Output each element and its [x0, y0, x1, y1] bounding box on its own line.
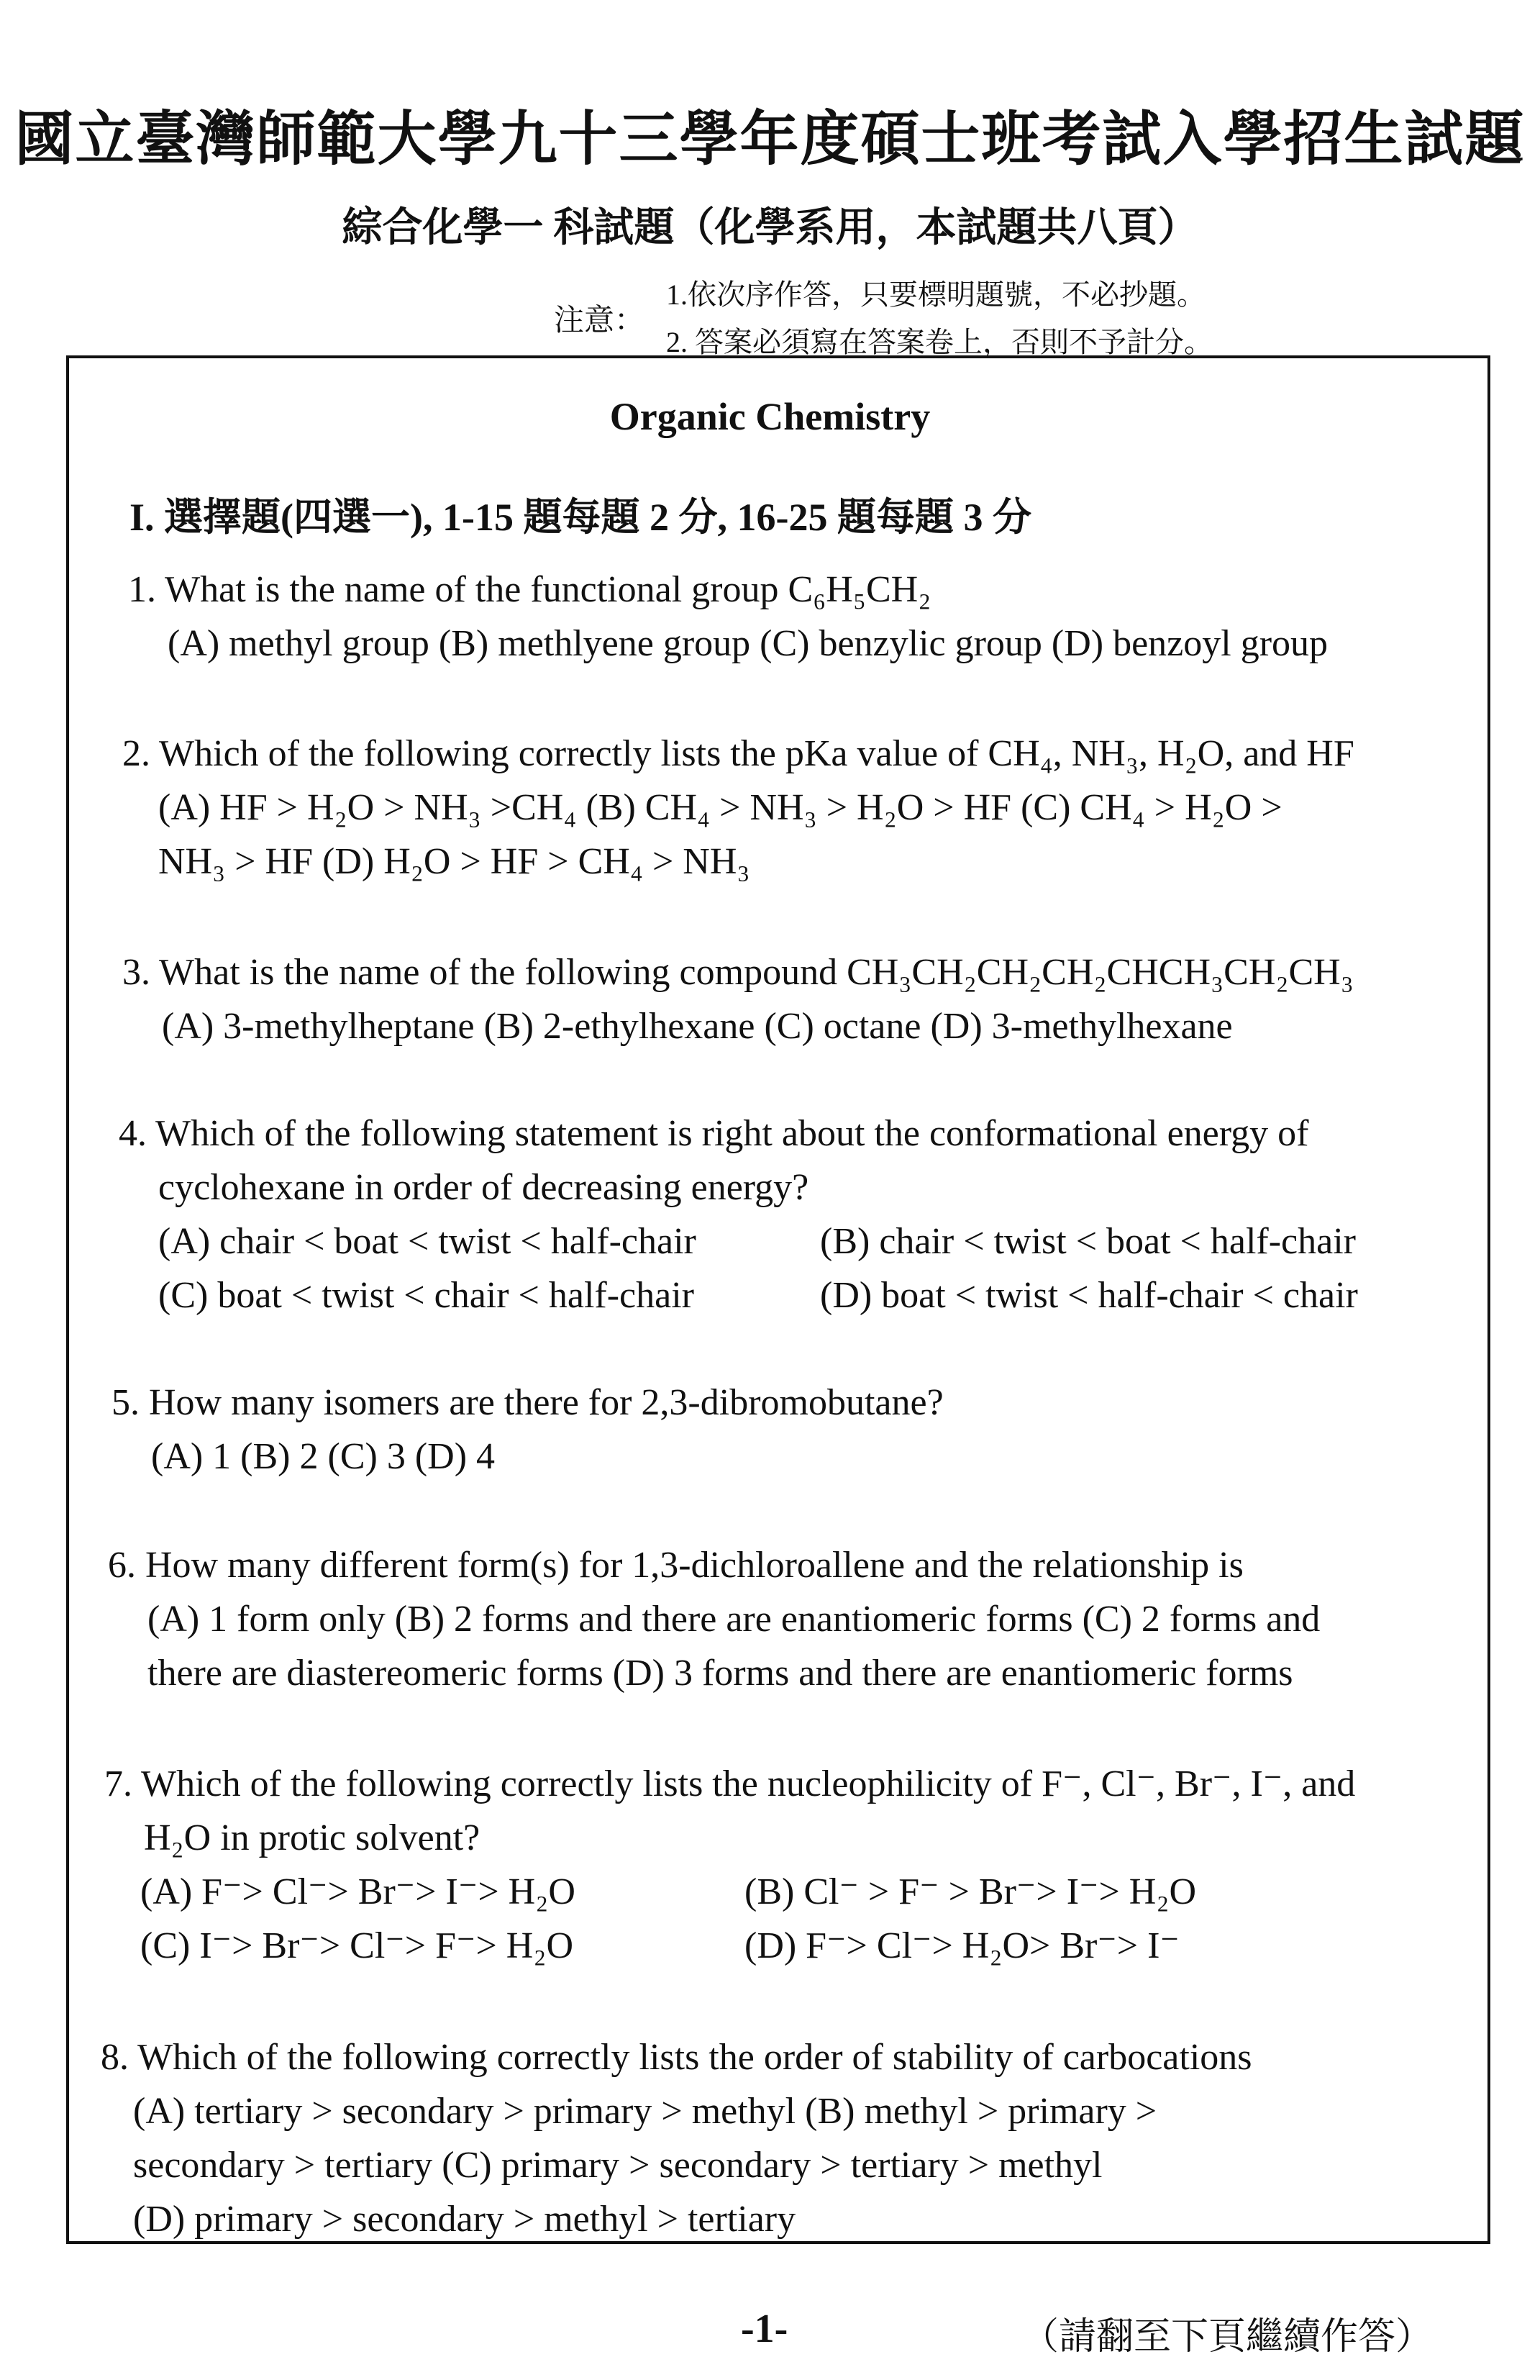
question-stem: 3. What is the name of the following compound CH₃CH₂CH₂CH₂CHCH₃CH₂CH₃	[122, 952, 1354, 993]
question-options: there are diastereomeric forms (D) 3 forms and there are enantiomeric forms	[147, 1653, 1293, 1694]
option-c: (C) boat < twist < chair < half-chair	[158, 1275, 694, 1316]
question-options: (A) 1 form only (B) 2 forms and there are enantiomeric forms (C) 2 forms and	[147, 1599, 1321, 1640]
question-options: NH₃ > HF (D) H₂O > HF > CH₄ > NH₃	[158, 841, 750, 882]
options-row-2	[104, 1919, 1355, 1973]
exam-subtitle: 綜合化學一 科試題（化學系用，本試題共八頁）	[342, 206, 1198, 250]
option-d: (D) boat < twist < half-chair < chair	[820, 1275, 1358, 1316]
question-3	[122, 945, 1354, 1053]
question-5	[111, 1376, 944, 1484]
option-d: (D) F⁻> Cl⁻> H₂O> Br⁻> I⁻	[744, 1925, 1180, 1966]
question-stem: 1. What is the name of the functional group C₆H₅CH₂	[128, 569, 931, 610]
part-heading: I. 選擇題(四選一), 1-15 題每題 2 分, 16-25 題每題 3 分	[129, 496, 1031, 539]
question-options: (A) methyl group (B) methlyene group (C) benzylic group (D) benzoyl group	[168, 623, 1329, 664]
option-c: (C) I⁻> Br⁻> Cl⁻> F⁻> H₂O	[140, 1925, 574, 1966]
question-stem: 8. Which of the following correctly lists the order of stability of carbocations	[101, 2037, 1252, 2078]
question-stem: 5. How many isomers are there for 2,3-dibromobutane?	[111, 1382, 944, 1423]
question-2	[122, 727, 1354, 889]
question-options: secondary > tertiary (C) primary > secondary > tertiary > methyl	[133, 2145, 1103, 2186]
continue-note: （請翻至下頁繼續作答）	[1021, 2317, 1434, 2358]
question-stem: 4. Which of the following statement is right about the conformational energy of	[119, 1113, 1309, 1154]
exam-title: 國立臺灣師範大學九十三學年度碩士班考試入學招生試題	[14, 106, 1526, 172]
question-options: (A) tertiary > secondary > primary > methyl (B) methyl > primary >	[133, 2091, 1157, 2132]
option-a: (A) F⁻> Cl⁻> Br⁻> I⁻> H₂O	[140, 1871, 575, 1912]
notice-line-1: 1.依次序作答，只要標明題號，不必抄題。	[666, 278, 1206, 311]
question-options: (A) 1 (B) 2 (C) 3 (D) 4	[151, 1436, 496, 1477]
question-stem-continued: cyclohexane in order of decreasing energy?	[158, 1167, 809, 1208]
question-1	[128, 563, 1328, 671]
question-stem-continued: H₂O in protic solvent?	[144, 1817, 480, 1858]
option-a: (A) chair < boat < twist < half-chair	[158, 1221, 696, 1262]
section-title: Organic Chemistry	[609, 395, 931, 438]
question-8	[101, 2030, 1252, 2246]
question-4	[119, 1107, 1358, 1322]
options-row-1	[104, 1865, 1355, 1919]
option-b: (B) chair < twist < boat < half-chair	[820, 1221, 1356, 1262]
question-options: (A) 3-methylheptane (B) 2-ethylhexane (C) octane (D) 3-methylhexane	[162, 1006, 1233, 1047]
question-options: (A) HF > H₂O > NH₃ >CH₄ (B) CH₄ > NH₃ > H₂O > HF (C) CH₄ > H₂O >	[158, 787, 1282, 828]
options-row-2	[119, 1268, 1358, 1322]
options-row-1	[119, 1214, 1358, 1268]
notice-label: 注意：	[554, 304, 645, 337]
option-b: (B) Cl⁻ > F⁻ > Br⁻> I⁻> H₂O	[744, 1871, 1197, 1912]
question-stem: 6. How many different form(s) for 1,3-dichloroallene and the relationship is	[108, 1545, 1244, 1586]
page-number: -1-	[741, 2307, 788, 2351]
question-7	[104, 1757, 1355, 1973]
question-stem: 2. Which of the following correctly lists the pKa value of CH₄, NH₃, H₂O, and HF	[122, 733, 1354, 774]
notice-line-2: 2. 答案必須寫在答案卷上，否則不予計分。	[666, 326, 1213, 358]
question-6	[108, 1538, 1320, 1700]
question-stem: 7. Which of the following correctly lists the nucleophilicity of F⁻, Cl⁻, Br⁻, I⁻, and	[104, 1763, 1356, 1804]
question-options: (D) primary > secondary > methyl > tertiary	[133, 2199, 796, 2240]
